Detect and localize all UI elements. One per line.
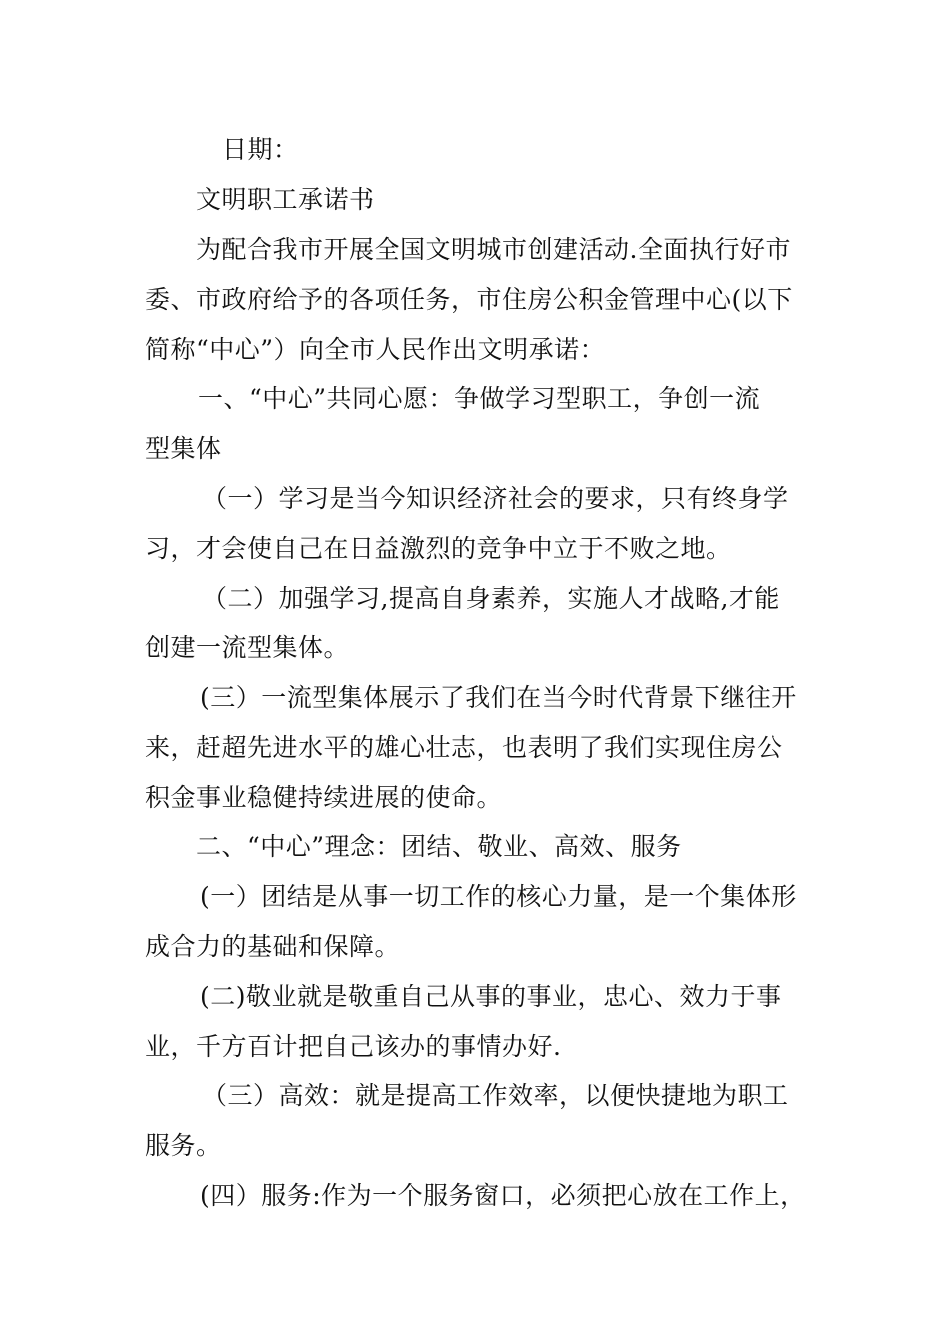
body-line-6: （一）学习是当今知识经济社会的要求，只有终身学 bbox=[202, 484, 789, 513]
body-line-15: 成合力的基础和保障。 bbox=[145, 932, 401, 961]
body-line-5: 型集体 bbox=[145, 434, 222, 463]
body-line-4: 一、“中心”共同心愿：争做学习型职工，争创一流 bbox=[198, 384, 761, 413]
body-line-13: 二、“中心”理念：团结、敬业、高效、服务 bbox=[196, 832, 682, 861]
body-line-16: (二)敬业就是敬重自己从事的事业，忠心、效力于事 bbox=[200, 982, 782, 1011]
body-line-19: 服务。 bbox=[145, 1131, 222, 1160]
body-line-2: 委、市政府给予的各项任务，市住房公积金管理中心(以下 bbox=[145, 285, 793, 314]
body-line-12: 积金事业稳健持续进展的使命。 bbox=[145, 783, 503, 812]
document-title: 文明职工承诺书 bbox=[196, 185, 375, 214]
date-label: 日期： bbox=[222, 135, 299, 164]
body-line-8: （二）加强学习,提高自身素养，实施人才战略,才能 bbox=[202, 584, 780, 613]
body-line-18: （三）高效：就是提高工作效率，以便快捷地为职工 bbox=[202, 1081, 789, 1110]
body-line-3: 简称“中心”）向全市人民作出文明承诺： bbox=[145, 335, 606, 364]
body-line-10: (三）一流型集体展示了我们在当今时代背景下继往开 bbox=[200, 683, 797, 712]
body-line-11: 来，赶超先进水平的雄心壮志，也表明了我们实现住房公 bbox=[145, 733, 783, 762]
body-line-14: (一）团结是从事一切工作的核心力量，是一个集体形 bbox=[200, 882, 797, 911]
body-line-9: 创建一流型集体。 bbox=[145, 633, 350, 662]
body-line-7: 习，才会使自己在日益激烈的竞争中立于不败之地。 bbox=[145, 534, 732, 563]
body-line-1: 为配合我市开展全国文明城市创建活动.全面执行好市 bbox=[196, 235, 791, 264]
body-line-17: 业，千方百计把自己该办的事情办好. bbox=[145, 1032, 562, 1061]
body-line-20: (四）服务:作为一个服务窗口，必须把心放在工作上， bbox=[200, 1181, 806, 1210]
